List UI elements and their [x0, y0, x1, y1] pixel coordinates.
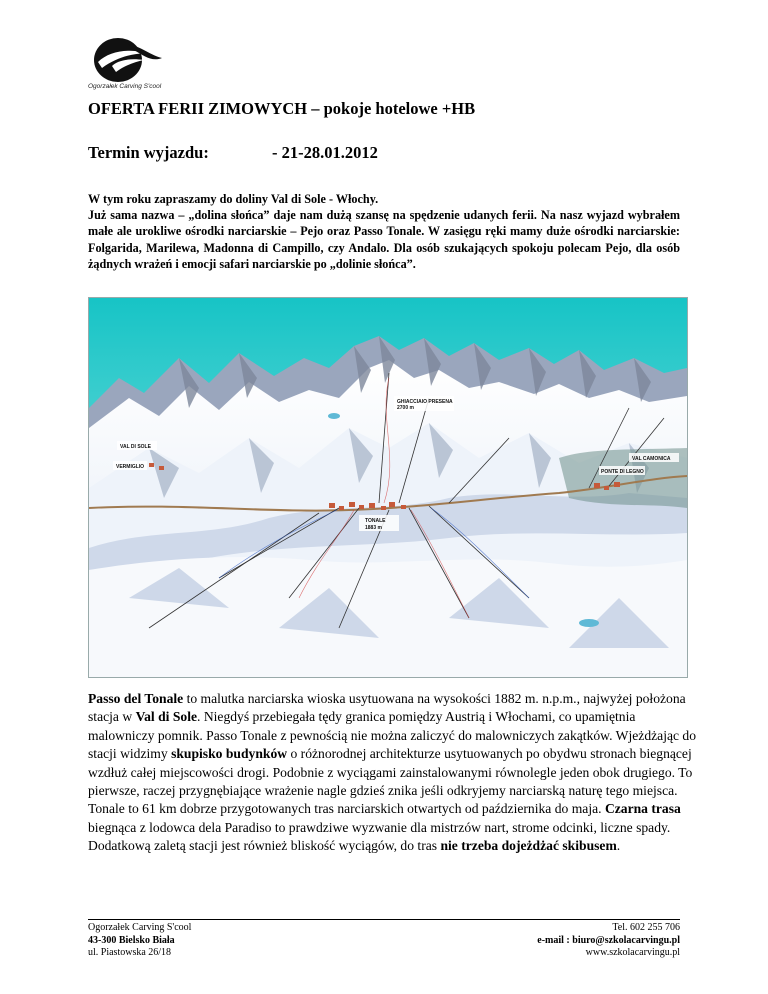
text-segment: biegnąca z lodowca dela Paradiso to prawdziwe wyzwanie dla mistrzów nart, strome odcinki, liczne spady. Dodatkową zaletą stacji jest również bliskość wyciągów, do tras	[88, 819, 671, 854]
footer-website[interactable]: www.szkolacarvingu.pl	[585, 947, 680, 958]
map-label-presena: GHIACCIAIO PRESENA	[397, 399, 453, 405]
footer-email[interactable]: e-mail : biuro@szkolacarvingu.pl	[537, 934, 680, 946]
logo-text: Ogorzałek Carving S'cool	[88, 83, 162, 90]
footer-street: ul. Piastowska 26/18	[88, 947, 172, 958]
ski-map-illustration	[89, 298, 687, 677]
term-value: - 21-28.01.2012	[272, 143, 378, 162]
footer-city: 43-300 Bielsko Biała	[88, 934, 175, 946]
map-label-vermiglio: VERMIGLIO	[116, 464, 145, 470]
map-label-val-camonica: VAL CAMONICA	[632, 456, 671, 462]
text-segment: to malutka narciarska wioska usytuowana na wysokości 1882 m. n.p.m., najwyżej położona stacja w	[88, 691, 686, 725]
bold-passo-del-tonale: Passo del Tonale	[88, 691, 184, 706]
map-label-tonale-alt: 1883 m	[365, 525, 382, 531]
bold-skupisko-budynkow: skupisko budynków	[171, 746, 288, 762]
footer-contact	[537, 922, 680, 960]
page-title: OFERTA FERII ZIMOWYCH – pokoje hotelowe +HB	[88, 99, 476, 118]
footer-phone: Tel. 602 255 706	[612, 922, 680, 933]
bold-nie-trzeba-skibusem: nie trzeba dojeżdżać skibusem	[440, 838, 617, 854]
description-paragraph	[88, 690, 698, 856]
intro-line: W tym roku zapraszamy do doliny Val di Sole - Włochy.	[88, 192, 379, 206]
footer-divider	[88, 919, 680, 920]
bold-czarna-trasa: Czarna trasa	[604, 801, 681, 817]
intro-paragraph: Już sama nazwa – „dolina słońca” daje nam dużą szansę na spędzenie udanych ferii. Na nasz wyjazd wybrałem małe ale urokliwe ośrodki narciarskie – Pejo oraz Passo Tonale. W zasięgu ręki mamy duże ośrodki narciarskie: Folgarida, Marilewa, Madonna di Campillo, czy Andalo. Dla osób szukających spokoju polecam Pejo, dla osób żądnych wrażeń i emocji safari narciarskie po „dolinie słońca”.	[88, 208, 680, 271]
map-label-tonale: TONALE	[365, 518, 386, 524]
map-label-presena-alt: 2700 m	[397, 405, 414, 411]
term-label: Termin wyjazdu:	[88, 143, 209, 162]
intro-section	[88, 191, 680, 272]
map-label-val-di-sole: VAL DI SOLE	[120, 444, 151, 450]
bold-val-di-sole: Val di Sole	[135, 709, 198, 725]
ski-map-image	[88, 297, 688, 678]
map-label-ponte-di-legno: PONTE DI LEGNO	[601, 469, 644, 475]
footer-address	[88, 922, 191, 960]
footer-company: Ogorzałek Carving S'cool	[88, 922, 192, 933]
text-segment: o różnorodnej architekturze usytuowanych po obydwu stronach biegnącej wzdłuż całej miejscowości drogi. Podobnie z wyciągami zainstalowanymi równolegle jeden obok drugiego. To pierwsze, raczej przygnębiające wrażenie nagle gdzieś znika jeśli odkryjemy narciarską naturę tego miejsca. Tonale to 61 km dobrze przygotowanych tras narciarskich otwartych od października do maja.	[88, 746, 693, 817]
carving-logo-icon	[88, 36, 168, 86]
text-segment: . Niegdyś przebiegała tędy granica pomiędzy Austrią i Włochami, co upamiętnia malowniczy pomnik. Passo Tonale z pewnością nie można zaliczyć do malowniczych zakątków. Wjeżdżając do stacji widzimy	[88, 709, 697, 762]
text-segment: .	[616, 838, 621, 854]
